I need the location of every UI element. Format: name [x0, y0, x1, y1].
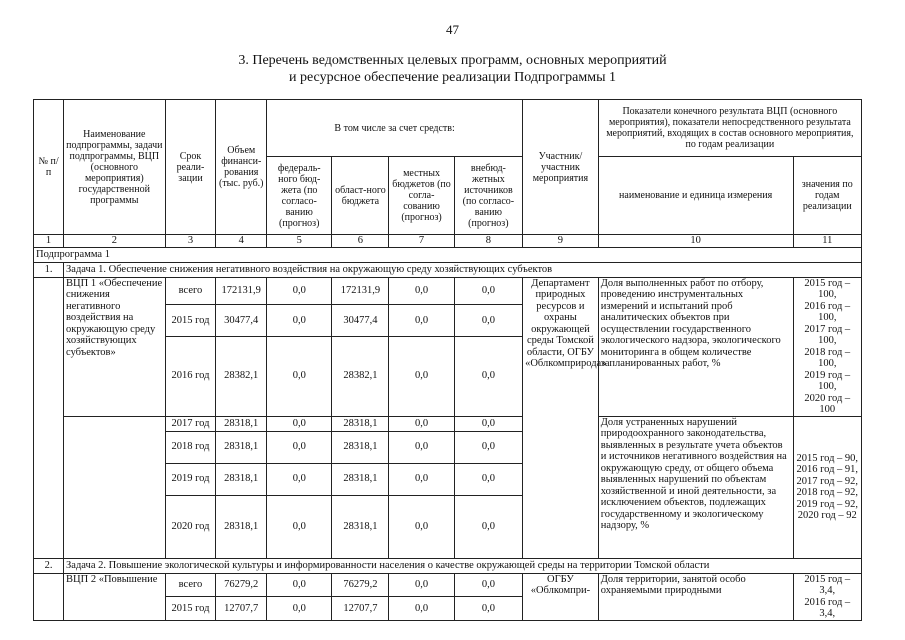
header-indicator-name: наименование и единица измерения: [598, 157, 793, 235]
indicator-value: 2016 год – 100,: [804, 300, 851, 323]
col-number: 11: [793, 235, 861, 248]
col-number: 4: [216, 235, 267, 248]
vcp-1-name: ВЦП 1 «Обеспечение снижения негативного воздействия на окружающую среду хозяйствующих субъектов»: [64, 277, 166, 416]
total-cell: 28318,1: [216, 495, 267, 558]
indicator-value: 2016 год – 3,4,: [804, 596, 851, 619]
header-federal: федераль-ного бюд-жета (по согласо-ванию (прогноз): [267, 157, 332, 235]
task-1-text: Задача 1. Обеспечение снижения негативного воздействия на окружающую среду хозяйствующих субъектов: [64, 262, 862, 277]
total-cell: 76279,2: [216, 573, 267, 597]
total-cell: 28382,1: [216, 336, 267, 416]
task-2-text: Задача 2. Повышение экологической культуры и информированности населения о качестве окружающей среды на территории Томской области: [64, 558, 862, 573]
regional-cell: 28318,1: [332, 495, 389, 558]
federal-cell: 0,0: [267, 431, 332, 463]
local-cell: 0,0: [389, 573, 454, 597]
page-number: 47: [446, 22, 459, 37]
indicator-value: 2020 год – 92: [797, 510, 857, 521]
local-cell: 0,0: [389, 597, 454, 621]
regional-cell: 28318,1: [332, 431, 389, 463]
header-indicator-values: значения по годам реализации: [793, 157, 861, 235]
extrabudget-cell: 0,0: [454, 416, 522, 431]
header-volume: Объем финанси-рования (тыс. руб.): [216, 100, 267, 235]
task-2-indicator-name: Доля территории, занятой особо охраняемыми природными: [598, 573, 793, 620]
period-cell: всего: [165, 573, 216, 597]
federal-cell: 0,0: [267, 573, 332, 597]
regional-cell: 28382,1: [332, 336, 389, 416]
subprogram-row: [34, 247, 862, 262]
federal-cell: 0,0: [267, 416, 332, 431]
task-2-num: 2.: [34, 558, 64, 573]
col-number: 2: [64, 235, 166, 248]
regional-cell: 76279,2: [332, 573, 389, 597]
period-cell: 2017 год: [165, 416, 216, 431]
indicator-value: 2019 год – 100,: [804, 369, 851, 392]
indicator-value: 2019 год – 92,: [796, 498, 859, 510]
total-cell: 28318,1: [216, 463, 267, 495]
regional-cell: 30477,4: [332, 305, 389, 337]
indicator-value: 2017 год – 100,: [804, 323, 851, 346]
regional-cell: 12707,7: [332, 597, 389, 621]
page-title: [0, 52, 905, 86]
empty-cell: [34, 573, 64, 620]
empty-cell: [64, 416, 166, 558]
header-name: Наименование подпрограммы, задачи подпрограммы, ВЦП (основного мероприятия) государственной программы: [64, 100, 166, 235]
extrabudget-cell: 0,0: [454, 495, 522, 558]
task-1-num: 1.: [34, 262, 64, 277]
col-number: 6: [332, 235, 389, 248]
task-2-row: [34, 558, 862, 573]
extrabudget-cell: 0,0: [454, 305, 522, 337]
regional-cell: 28318,1: [332, 463, 389, 495]
task-1-row: [34, 262, 862, 277]
local-cell: 0,0: [389, 416, 454, 431]
table-row: [34, 573, 862, 597]
col-number: 1: [34, 235, 64, 248]
header-period: Срок реали-зации: [165, 100, 216, 235]
total-cell: 30477,4: [216, 305, 267, 337]
indicator-value: 2017 год – 92,: [796, 475, 859, 487]
total-cell: 12707,7: [216, 597, 267, 621]
total-cell: 28318,1: [216, 431, 267, 463]
title-line-1: 3. Перечень ведомственных целевых программ, основных мероприятий: [238, 53, 667, 68]
regional-cell: 28318,1: [332, 416, 389, 431]
table-row: [34, 277, 862, 305]
header-indicators: Показатели конечного результата ВЦП (основного мероприятия), показатели непосредственного результата мероприятий, входящих в состав основного мероприятия, по годам реализации: [598, 100, 861, 157]
header-participant: Участник/ участник мероприятия: [523, 100, 599, 235]
indicator-value: 2018 год – 92,: [796, 487, 859, 498]
vcp-2-name: ВЦП 2 «Повышение: [64, 573, 166, 620]
empty-cell: [34, 277, 64, 558]
local-cell: 0,0: [389, 336, 454, 416]
federal-cell: 0,0: [267, 495, 332, 558]
col-number: 5: [267, 235, 332, 248]
header-local: местных бюджетов (по согла-сованию (прогноз): [389, 157, 454, 235]
table-row: [34, 416, 862, 431]
col-number: 10: [598, 235, 793, 248]
total-cell: 172131,9: [216, 277, 267, 305]
period-cell: 2018 год: [165, 431, 216, 463]
extrabudget-cell: 0,0: [454, 431, 522, 463]
indicator-value: 2018 год – 100,: [804, 346, 851, 369]
local-cell: 0,0: [389, 431, 454, 463]
local-cell: 0,0: [389, 305, 454, 337]
header-num: № п/п: [34, 100, 64, 235]
period-cell: 2015 год: [165, 305, 216, 337]
period-cell: 2015 год: [165, 597, 216, 621]
period-cell: 2019 год: [165, 463, 216, 495]
col-number: 3: [165, 235, 216, 248]
regional-cell: 172131,9: [332, 277, 389, 305]
header-regional: област-ного бюджета: [332, 157, 389, 235]
subprogram-label: Подпрограмма 1: [34, 247, 862, 262]
column-numbers-row: [34, 235, 862, 248]
indicator-value: 2020 год – 100: [804, 392, 851, 415]
indicator-value: 2015 год – 100,: [804, 277, 851, 300]
task-1-participant: Департамент природных ресурсов и охраны окружающей среды Томской области, ОГБУ «Облкомприрода»: [523, 277, 599, 558]
extrabudget-cell: 0,0: [454, 463, 522, 495]
local-cell: 0,0: [389, 495, 454, 558]
header-sources: В том числе за счет средств:: [267, 100, 523, 157]
extrabudget-cell: 0,0: [454, 336, 522, 416]
federal-cell: 0,0: [267, 305, 332, 337]
task-2-indicator-values: [793, 573, 861, 620]
indicator-1-name: Доля выполненных работ по отбору, проведению инструментальных измерений и испытаний проб аналитических объектов при осуществлении государственного экологического надзора, экологического мониторинга в общем количестве запланированных работ, %: [598, 277, 793, 416]
title-line-2: и ресурсное обеспечение реализации Подпрограммы 1: [288, 70, 617, 85]
task-2-participant: ОГБУ «Облкомпри-: [523, 573, 599, 620]
program-table: [33, 99, 862, 621]
col-number: 8: [454, 235, 522, 248]
federal-cell: 0,0: [267, 463, 332, 495]
col-number: 7: [389, 235, 454, 248]
col-number: 9: [523, 235, 599, 248]
indicator-value: 2015 год – 3,4,: [804, 573, 851, 596]
period-cell: 2016 год: [165, 336, 216, 416]
indicator-2-values: [793, 416, 861, 558]
indicator-value: 2016 год – 91,: [796, 464, 859, 475]
extrabudget-cell: 0,0: [454, 573, 522, 597]
local-cell: 0,0: [389, 277, 454, 305]
header-extrabudget: внебюд-жетных источников (по согласо-ванию (прогноз): [454, 157, 522, 235]
indicator-value: 2015 год – 90,: [796, 452, 859, 464]
extrabudget-cell: 0,0: [454, 597, 522, 621]
header-row-1: [34, 100, 862, 157]
indicator-2-name: Доля устраненных нарушений природоохранного законодательства, выявленных в результате учета объектов и источников негативного воздействия на окружающую среду, от общего объема выявленных нарушений по объектам хозяйственной и иной деятельности, за исключением объектов, подлежащих государственному и экологическому надзору, %: [598, 416, 793, 558]
local-cell: 0,0: [389, 463, 454, 495]
federal-cell: 0,0: [267, 336, 332, 416]
extrabudget-cell: 0,0: [454, 277, 522, 305]
federal-cell: 0,0: [267, 597, 332, 621]
total-cell: 28318,1: [216, 416, 267, 431]
federal-cell: 0,0: [267, 277, 332, 305]
period-cell: всего: [165, 277, 216, 305]
indicator-1-values: [793, 277, 861, 416]
period-cell: 2020 год: [165, 495, 216, 558]
